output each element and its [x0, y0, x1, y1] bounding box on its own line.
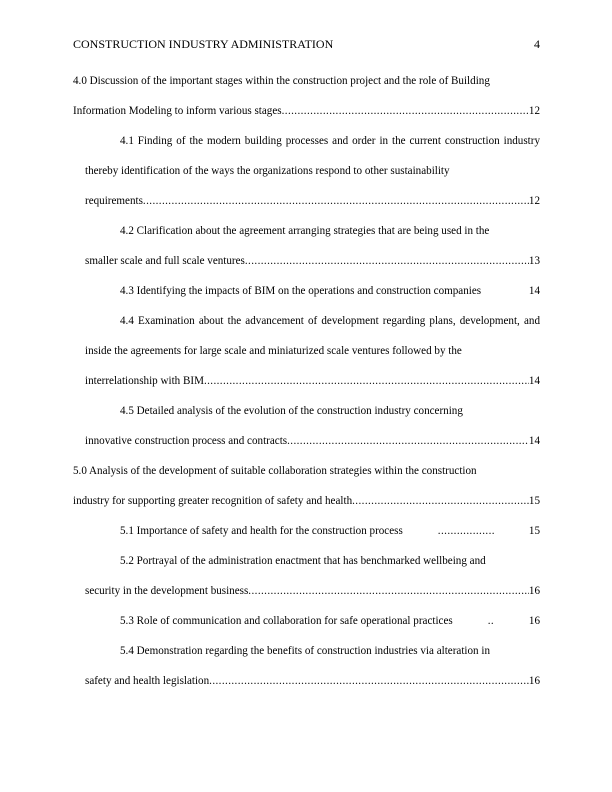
dot-leader	[282, 96, 529, 126]
toc-entry-text: security in the development business	[85, 585, 249, 597]
toc-entry-5-3[interactable]	[85, 606, 540, 636]
dot-leader	[403, 516, 494, 546]
toc-entry-text: innovative construction process and contracts	[85, 435, 288, 447]
dot-leader	[248, 576, 529, 606]
toc-entry-text: interrelationship with BIM	[85, 375, 204, 387]
running-header	[73, 36, 540, 52]
toc-entry-text: 4.4 Examination about the advancement of development regarding plans, development, and inside the agreements for large scale and miniaturized scale ventures followed by the	[85, 315, 540, 357]
dot-leader	[209, 666, 529, 696]
toc-page-number: 16	[528, 615, 540, 627]
toc-page-number: 13	[528, 255, 540, 267]
toc-entry-5-2[interactable]	[85, 546, 540, 606]
toc-entry-text: safety and health legislation	[85, 675, 210, 687]
table-of-contents	[73, 66, 540, 696]
toc-entry-4-5[interactable]	[85, 396, 540, 456]
toc-entry-4-1[interactable]	[85, 126, 540, 216]
toc-page-number: 14	[528, 285, 540, 297]
dot-leader	[352, 486, 529, 516]
toc-entry-text: 4.5 Detailed analysis of the evolution of the construction industry concerning	[120, 405, 463, 417]
dot-leader	[453, 606, 494, 636]
toc-entry-4-0[interactable]	[73, 66, 540, 126]
toc-page-number: 16	[528, 585, 540, 597]
toc-entry-text: requirements	[85, 195, 143, 207]
toc-entry-5-1[interactable]	[85, 516, 540, 546]
toc-entry-text: 5.0 Analysis of the development of suitable collaboration strategies within the construction	[73, 465, 477, 477]
toc-entry-text: 5.2 Portrayal of the administration enactment that has benchmarked wellbeing and	[120, 555, 486, 567]
toc-page-number: 15	[528, 495, 540, 507]
toc-entry-4-4[interactable]	[85, 306, 540, 396]
toc-page-number: 15	[528, 525, 540, 537]
page-number: 4	[534, 37, 540, 51]
toc-page-number: 14	[528, 435, 540, 447]
toc-entry-text: 5.4 Demonstration regarding the benefits of construction industries via alteration in	[120, 645, 491, 657]
dot-leader	[245, 246, 529, 276]
toc-page-number: 12	[528, 105, 540, 117]
toc-entry-5-0[interactable]	[73, 456, 540, 516]
toc-entry-5-4[interactable]	[85, 636, 540, 696]
toc-entry-text: 5.3 Role of communication and collaboration for safe operational practices	[120, 615, 453, 627]
toc-page-number: 16	[528, 675, 540, 687]
toc-entry-text: 5.1 Importance of safety and health for the construction process	[120, 525, 403, 537]
toc-page-number: 12	[528, 195, 540, 207]
toc-entry-text: 4.3 Identifying the impacts of BIM on the operations and construction companies	[120, 285, 482, 297]
toc-entry-text: smaller scale and full scale ventures	[85, 255, 245, 267]
toc-page-number: 14	[528, 375, 540, 387]
toc-entry-4-2[interactable]	[85, 216, 540, 276]
toc-entry-text: industry for supporting greater recognition of safety and health	[73, 495, 353, 507]
running-head-title: CONSTRUCTION INDUSTRY ADMINISTRATION	[73, 37, 334, 51]
dot-leader	[481, 276, 494, 306]
toc-entry-text: Information Modeling to inform various stages	[73, 105, 282, 117]
dot-leader	[143, 186, 529, 216]
toc-entry-text: 4.2 Clarification about the agreement arranging strategies that are being used in the	[120, 225, 490, 237]
toc-entry-4-3[interactable]	[85, 276, 540, 306]
dot-leader	[287, 426, 529, 456]
dot-leader	[204, 366, 529, 396]
toc-entry-text: 4.0 Discussion of the important stages within the construction project and the role of Building	[73, 75, 490, 87]
toc-entry-text: 4.1 Finding of the modern building processes and order in the current construction industry thereby identification of the ways the organizations respond to other sustainability	[85, 135, 540, 177]
